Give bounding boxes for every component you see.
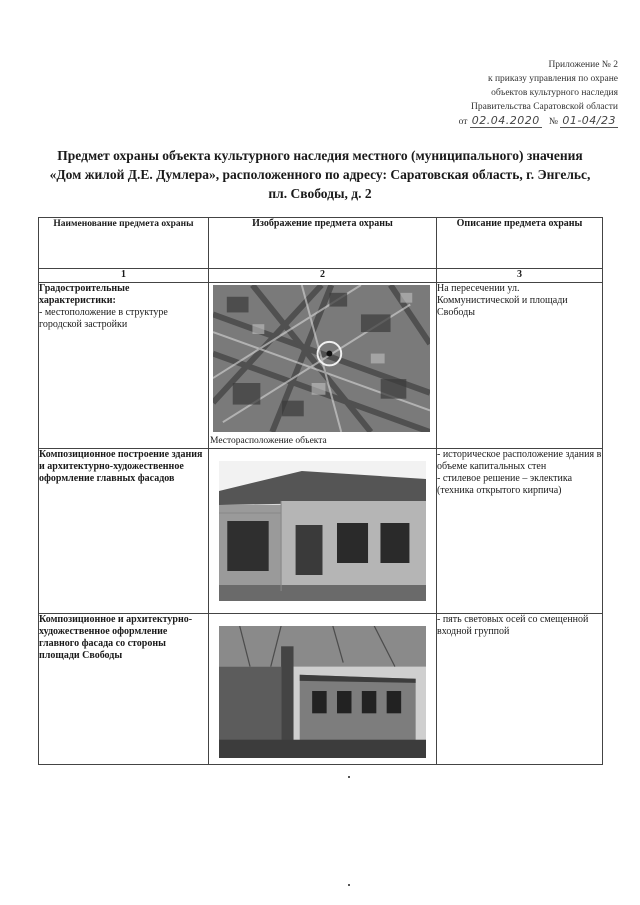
column-header: Описание предмета охраны [437, 218, 603, 269]
protection-table [38, 217, 603, 765]
appendix-line: Правительства Саратовской области [471, 102, 618, 112]
number-prefix: № [548, 117, 558, 127]
subject-name-cell [39, 449, 209, 614]
appendix-line: Приложение № 2 [548, 60, 618, 70]
appendix-line: объектов культурного наследия [491, 88, 618, 98]
aerial-map-image [213, 285, 430, 432]
facade-photo [219, 626, 426, 758]
table-row [39, 614, 603, 765]
table-row [39, 283, 603, 449]
scan-speck [348, 884, 350, 886]
document-title: Предмет охраны объекта культурного наследия местного (муниципального) значения «Дом жилой Д.Е. Думлера», расположенного по адресу: Саратовская область, г. Энгельс, пл. Свободы, д. 2 [49, 148, 591, 201]
handwritten-number: 01-04/23 [562, 114, 616, 127]
column-number-row [39, 269, 603, 283]
subject-name-heading: Композиционное и архитектурно-художественное оформление главного фасада со стороны площади Свободы [39, 614, 193, 661]
image-caption: Месторасположение объекта [210, 436, 327, 446]
description-line: - историческое расположение здания в объеме капитальных стен [437, 449, 602, 472]
description-cell [437, 449, 603, 614]
table-row [39, 449, 603, 614]
appendix-line: к приказу управления по охране [487, 74, 618, 84]
subject-name-heading: Композиционное построение здания и архитектурно-художественное оформление главных фасадов [39, 449, 203, 484]
subject-name-heading: Градостроительные характеристики: [39, 283, 130, 306]
appendix-block [418, 58, 618, 129]
description-line: - стилевое решение – эклектика (техника открытого кирпича) [437, 473, 573, 496]
handwritten-date: 02.04.2020 [471, 114, 540, 127]
description-cell [437, 283, 603, 449]
image-cell [209, 614, 437, 765]
column-header: Изображение предмета охраны [209, 218, 437, 269]
description-cell [437, 614, 603, 765]
description-line: - пять световых осей со смещенной входной группой [437, 614, 589, 637]
order-date-row [418, 114, 618, 129]
subject-name-detail: - местоположение в структуре городской застройки [39, 307, 168, 330]
column-number: 3 [437, 269, 603, 283]
scan-speck [348, 776, 350, 778]
image-cell [209, 283, 437, 449]
column-number: 1 [39, 269, 209, 283]
description-line: На пересечении ул. Коммунистической и площади Свободы [437, 283, 568, 318]
table-header-row [39, 218, 603, 269]
subject-name-cell [39, 283, 209, 449]
column-number: 2 [209, 269, 437, 283]
subject-name-cell [39, 614, 209, 765]
image-cell [209, 449, 437, 614]
building-corner-photo [219, 461, 426, 601]
column-header: Наименование предмета охраны [39, 218, 209, 269]
date-prefix: от [458, 117, 468, 127]
